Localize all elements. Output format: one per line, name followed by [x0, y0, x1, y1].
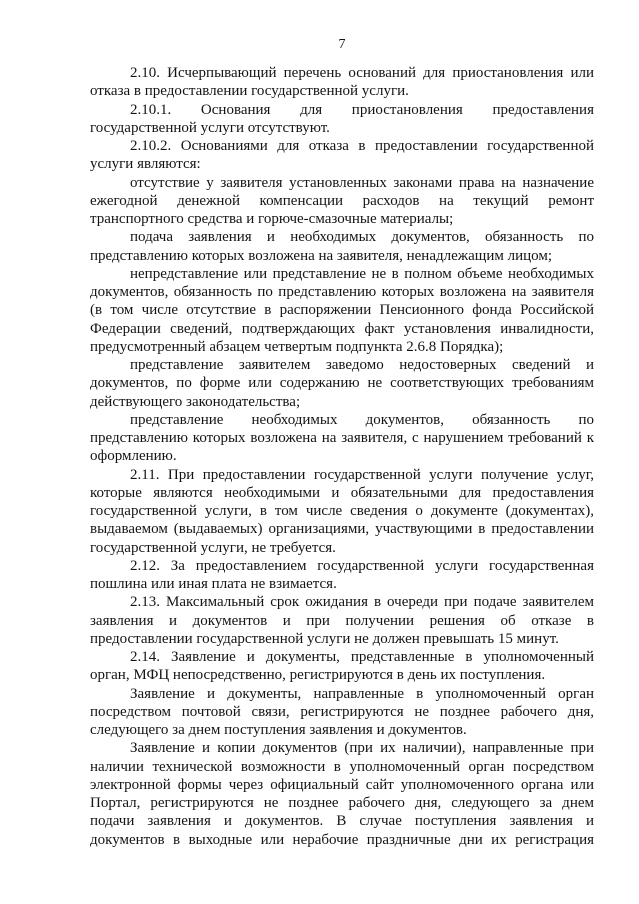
text-line: 2.11. При предоставлении государственной услуги получение услуг, [130, 466, 594, 483]
text-line: пошлина или иная плата не взимается. [90, 576, 337, 592]
text-line: 2.10.2. Основаниями для отказа в предоставлении государственной [130, 138, 594, 154]
text-line: оформлению. [90, 448, 177, 465]
clause-2-10-1 [90, 101, 594, 138]
refusal-ground-2 [90, 228, 594, 265]
text-line: наличии технической возможности в уполномоченный орган посредством [90, 758, 594, 775]
refusal-ground-4 [90, 356, 594, 411]
text-line: действующего законодательства; [90, 393, 301, 410]
text-line: 2.14. Заявление и документы, представленные в уполномоченный [130, 649, 594, 665]
text-line: 2.13. Максимальный срок ожидания в очереди при подаче заявителем [130, 594, 594, 611]
refusal-ground-3 [90, 265, 594, 356]
clause-2-10 [90, 64, 594, 101]
document-body [90, 64, 594, 849]
text-line: следующего за днем поступления заявления и документов. [90, 722, 467, 738]
text-line: заявления и документов и при получении решения об отказе в [90, 612, 594, 629]
text-line: Заявление и документы, направленные в уполномоченный орган [130, 685, 594, 702]
text-line: (в том числе отсутствие в распоряжении Пенсионного фонда Российской [90, 302, 594, 319]
text-line: электронной формы через официальный сайт уполномоченного органа или [90, 776, 594, 793]
text-line: представление заявителем заведомо недостоверных сведений и [130, 357, 594, 373]
clause-2-11 [90, 466, 594, 557]
text-line: Портал, регистрируются не позднее рабочего дня, следующего за днем [90, 795, 594, 811]
text-line: подача заявления и необходимых документов, обязанность по [130, 229, 594, 246]
text-line: Федерации сведений, подтверждающих факт установления инвалидности, [90, 320, 594, 337]
text-line: государственной услуги, не требуется. [90, 539, 336, 556]
text-line: услуги являются: [90, 156, 201, 173]
text-line: непредставление или представление не в полном объеме необходимых [130, 265, 594, 282]
clause-2-14 [90, 648, 594, 685]
text-line: которые являются необходимыми и обязательными для предоставления [90, 484, 594, 501]
text-line: подачи заявления и документов. В случае поступления заявления и [90, 813, 594, 830]
text-line: документов, обязанность по представлению которых возложена на заявителя [90, 284, 594, 300]
clause-2-12 [90, 557, 594, 594]
paragraph-postal-registration [90, 685, 594, 740]
text-line: представлению которых возложена на заявителя, ненадлежащим лицом; [90, 247, 553, 264]
text-line: документов в выходные или нерабочие праздничные дни их регистрация [90, 831, 594, 848]
text-line: предусмотренный абзацем четвертым подпункта 2.6.8 Порядка); [90, 338, 504, 355]
text-line: документов, по форме или содержанию не соответствующих требованиям [90, 375, 594, 392]
text-line: предоставлении государственной услуги не должен превышать 15 минут. [90, 630, 559, 647]
text-line: государственной услуги, в том числе сведения о документе (документах), [90, 503, 594, 519]
text-line: представлению которых возложена на заявителя, с нарушением требований к [90, 430, 594, 446]
text-line: выдаваемом (выдаваемых) организациями, участвующими в предоставлении [90, 521, 594, 538]
text-line: орган, МФЦ непосредственно, регистрируются в день их поступления. [90, 667, 546, 684]
text-line: посредством почтовой связи, регистрируются не позднее рабочего дня, [90, 703, 594, 720]
text-line: представление необходимых документов, обязанность по [130, 411, 594, 428]
text-line: отсутствие у заявителя установленных законами права на назначение [130, 174, 594, 191]
page-number: 7 [338, 37, 346, 52]
paragraph-electronic-registration [90, 739, 594, 849]
refusal-ground-1 [90, 174, 594, 229]
text-line: отказа в предоставлении государственной услуги. [90, 83, 409, 100]
text-line: транспортного средства и горюче-смазочные материалы; [90, 211, 454, 227]
clause-2-13 [90, 593, 594, 648]
text-line: государственной услуги отсутствуют. [90, 119, 330, 136]
clause-2-10-2 [90, 137, 594, 174]
text-line: 2.10. Исчерпывающий перечень оснований для приостановления или [130, 65, 594, 81]
text-line: Заявление и копии документов (при их наличии), направленные при [130, 740, 594, 757]
refusal-ground-5 [90, 411, 594, 466]
text-line: 2.10.1. Основания для приостановления предоставления [130, 101, 594, 118]
text-line: ежегодной денежной компенсации расходов на текущий ремонт [90, 192, 594, 209]
text-line: 2.12. За предоставлением государственной услуги государственная [130, 557, 594, 574]
